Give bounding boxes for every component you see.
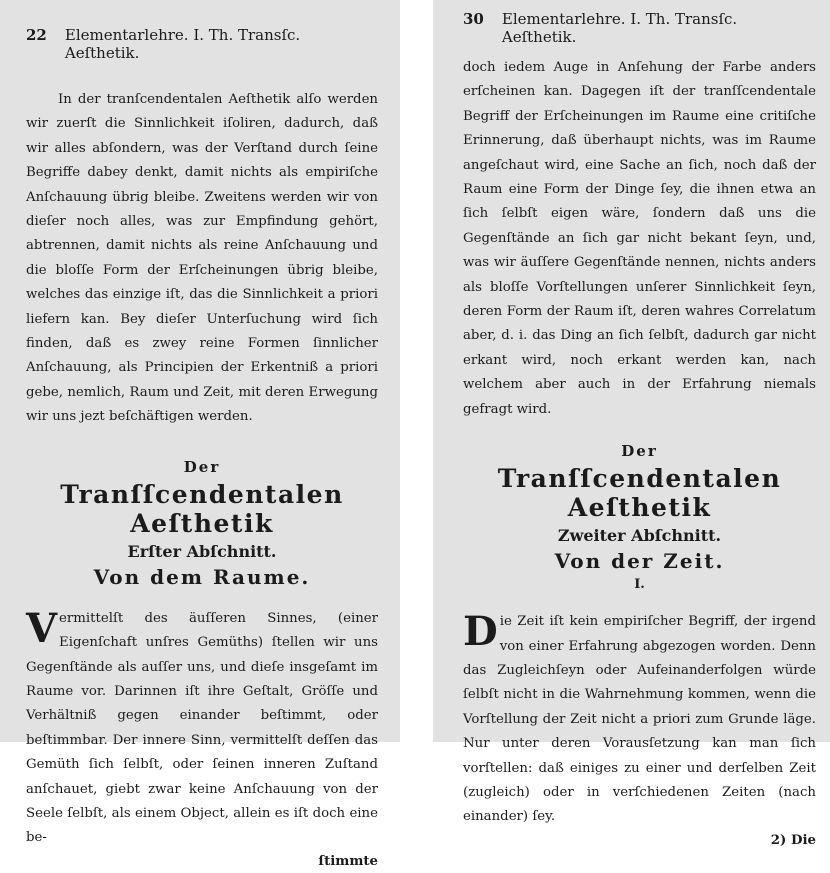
first-paragraph: ie Zeit iſt kein empiriſcher Begriff, der irgend von einer Erfahrung abgezogen worden. Denn das Zugleichſeyn oder Aufeinanderfolgen würde ſelbſt nicht in die Wahrnehmung kommen, wenn die Vorſtellung der Zeit nicht a priori zum Grunde läge. Nur unter deren Vorausſetzung kan man ſich vorſtellen: daß einiges zu einer und derſelben Zeit (zugleich) oder in verſchiedenen Zeiten (nach einander) ſey. [463, 614, 816, 825]
first-paragraph-block [463, 610, 816, 830]
running-head-text: Elementarlehre. I. Th. Transſc. Aeſthetik. [501, 10, 738, 46]
catchword: 2) Die [770, 832, 816, 848]
section-topic: Von dem Raume. [93, 564, 311, 589]
page-number: 22 [26, 26, 47, 44]
left-page [0, 0, 400, 869]
continuation-paragraph: doch iedem Auge in Anſehung der Farbe anders erſcheinen kan. Dagegen iſt der tranſſcendentale Begriff der Erſcheinungen im Raume eine critiſche Erinnerung, daß überhaupt nichts, was im Raume angeſchaut wird, eine Sache an ſich, noch daß der Raum eine Form der Dinge ſey, die ihnen etwa an ſich ſelbſt eigen wäre, ſondern daß uns die Gegenſtände an ſich gar nicht bekant ſeyn, und, was wir äuſſere Gegenſtände nennen, nichts anders als bloſſe Vorſtellungen unſerer Sinnlichkeit ſeyn, deren Form der Raum iſt, deren wahres Correlatum aber, d. i. das Ding an ſich ſelbſt, dadurch gar nicht erkant wird, noch erkant werden kan, nach welchem aber auch in der Erfahrung niemals gefragt wird. [463, 60, 816, 417]
intro-paragraph: In der tranſcendentalen Aeſthetik alſo werden wir zuerſt die Sinnlichkeit iſoliren, dadurch, daß wir alles abſondern, was der Verſtand durch ſeine Begriffe dabey denkt, damit nichts als empiriſche Anſchauung übrig bleibe. Zweitens werden wir von dieſer noch alles, was zur Empfindung gehört, abtrennen, damit nichts als reine Anſchauung und die bloſſe Form der Erſcheinungen übrig bleibe, welches das einzige iſt, das die Sinnlichkeit a priori liefern kan. Bey dieſer Unterſuchung wird ſich finden, daß es zwey reine Formen ſinnlicher Anſchauung, als Principien der Erkentniß a priori gebe, nemlich, Raum und Zeit, mit deren Erwegung wir uns jezt beſchäftigen werden. [26, 92, 378, 425]
first-paragraph: ermittelſt des äuſſeren Sinnes, (einer Eigenſchaft unſres Gemüths) ſtellen wir uns Gegenſtände als auſſer uns, und dieſe insgeſamt im Raume vor. Darinnen iſt ihre Geſtalt, Gröſſe und Verhältniß gegen einander beſtimmt, oder beſtimmbar. Der innere Sinn, vermittelſt deſſen das Gemüth ſich ſelbſt, oder ſeinen inneren Zuſtand anſchauet, giebt zwar keine Anſchauung von der Seele ſelbſt, als einem Object, allein es iſt doch eine be- [26, 610, 378, 846]
page-number: 30 [463, 10, 484, 28]
section-number: I. [634, 577, 645, 593]
running-head-text: Elementarlehre. I. Th. Transſc. Aeſthetik. [64, 26, 301, 62]
drop-cap: D [463, 608, 498, 656]
running-header [463, 10, 816, 46]
right-page [433, 0, 830, 848]
running-header [26, 26, 378, 62]
section-subtitle: Zweiter Abſchnitt. [557, 526, 722, 546]
catchword: ſtimmte [318, 853, 378, 869]
drop-cap: V [26, 604, 58, 652]
section-subtitle: Erſter Abſchnitt. [127, 541, 277, 561]
section-title: Tranſſcendentalen Aeſthetik [60, 479, 344, 538]
first-paragraph-block [26, 604, 378, 851]
section-der: Der [621, 442, 658, 461]
section-topic: Von der Zeit. [554, 549, 725, 574]
section-der: Der [183, 457, 221, 476]
section-title: Tranſſcendentalen Aeſthetik [497, 464, 782, 523]
